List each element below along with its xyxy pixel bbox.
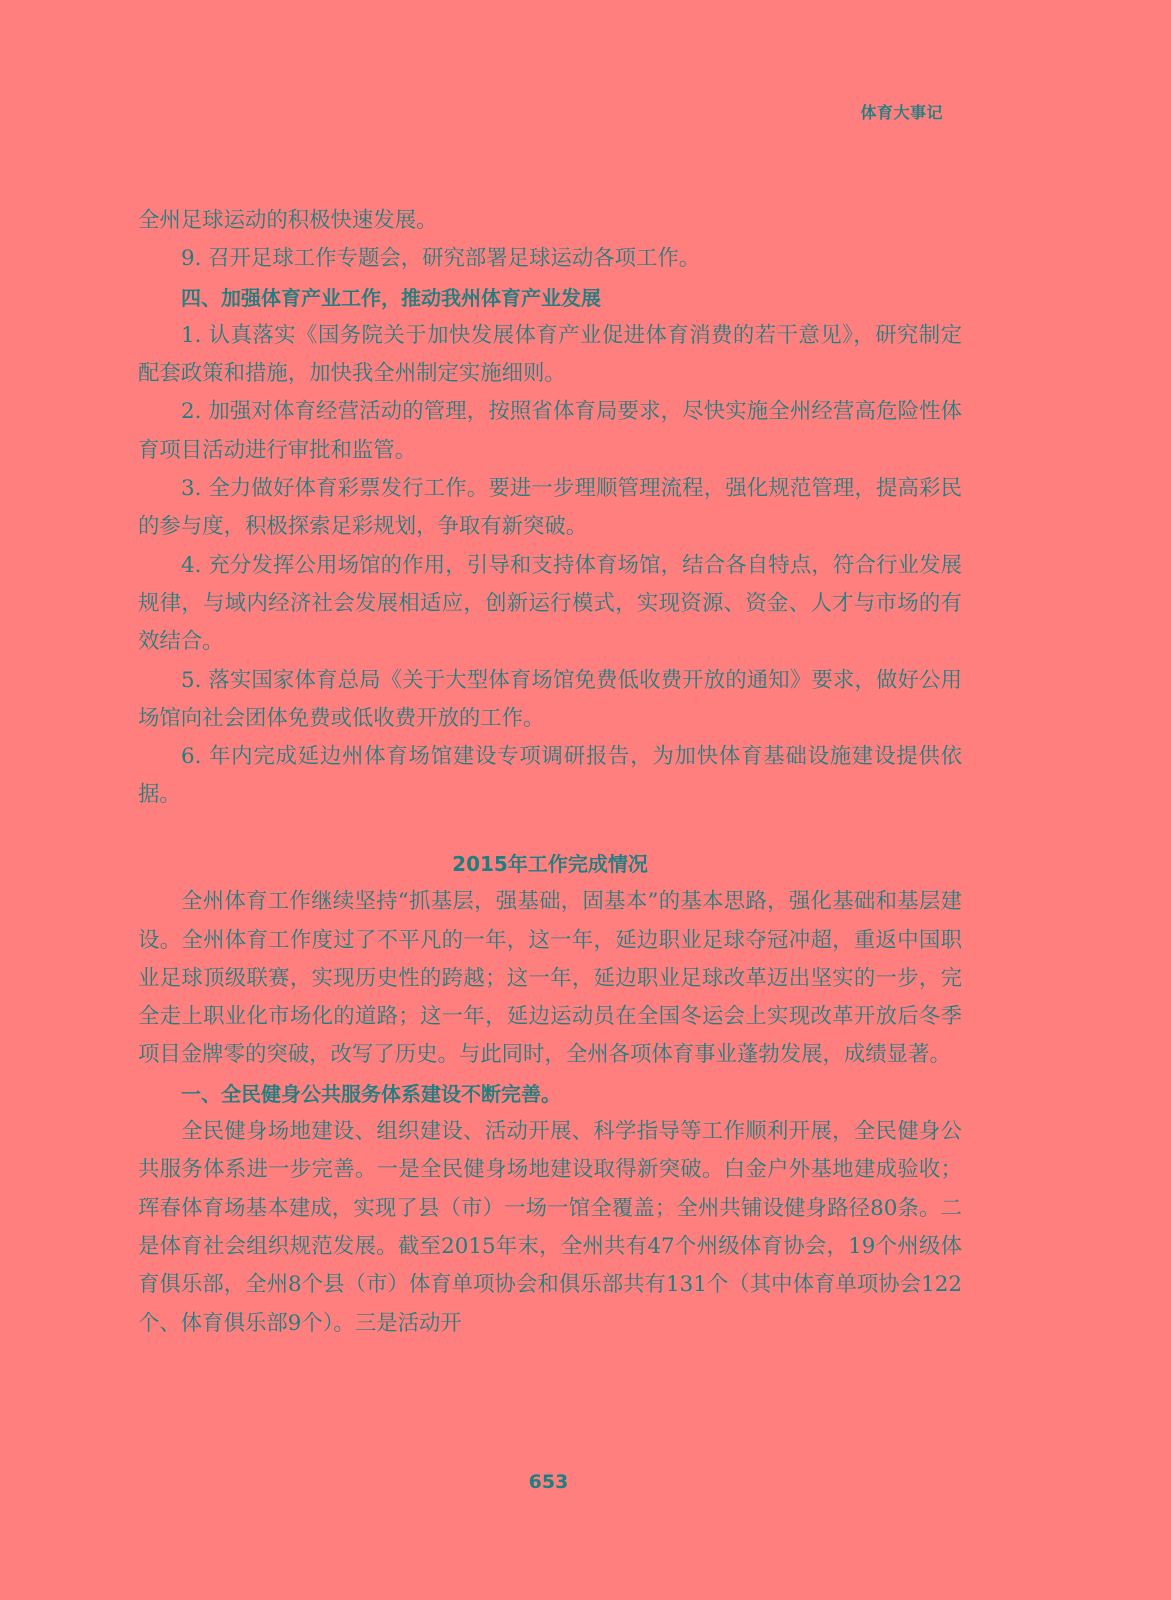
text-block-bottom (138, 845, 962, 1343)
list-item: 6. 年内完成延边州体育场馆建设专项调研报告，为加快体育基础设施建设提供依据。 (138, 744, 962, 808)
running-header: 体育大事记 (860, 103, 943, 122)
section-heading: 四、加强体育产业工作，推动我州体育产业发展 (181, 285, 601, 310)
list-item: 2. 加强对体育经营活动的管理，按照省体育局要求，尽快实施全州经营高危险性体育项目活动进行审批和监管。 (138, 399, 962, 463)
page-number: 653 (528, 1471, 569, 1493)
list-item: 1. 认真落实《国务院关于加快发展体育产业促进体育消费的若干意见》，研究制定配套政策和措施，加快我全州制定实施细则。 (138, 322, 962, 387)
paragraph: 全州体育工作继续坚持“抓基层，强基础，固基本”的基本思路，强化基础和基层建设。全州体育工作度过了不平凡的一年，这一年，延边职业足球夺冠冲超，重返中国职业足球顶级联赛，实现历史性的跨越；这一年，延边职业足球改革迈出坚实的一步，完全走上职业化市场化的道路；这一年，延边运动员在全国冬运会上实现改革开放后冬季项目金牌零的突破，改写了历史。与此同时，全州各项体育事业蓬勃发展，成绩显著。 (138, 889, 962, 1068)
paragraph: 9. 召开足球工作专题会，研究部署足球运动各项工作。 (181, 246, 701, 272)
section-title: 2015年工作完成情况 (452, 852, 648, 876)
list-item: 4. 充分发挥公用场馆的作用，引导和支持体育场馆，结合各自特点，符合行业发展规律，与域内经济社会发展相适应，创新运行模式，实现资源、资金、人才与市场的有效结合。 (138, 552, 962, 655)
text-block-top (138, 202, 962, 815)
paragraph: 全民健身场地建设、组织建设、活动开展、科学指导等工作顺利开展，全民健身公共服务体系进一步完善。一是全民健身场地建设取得新突破。白金户外基地建成验收；珲春体育场基本建成，实现了县（市）一场一馆全覆盖；全州共铺设健身路径80条。二是体育社会组织规范发展。截至2015年末，全州共有47个州级体育协会，19个州级体育俱乐部，全州8个县（市）体育单项协会和俱乐部共有131个（其中体育单项协会122个、体育俱乐部9个）。三是活动开 (138, 1119, 962, 1336)
list-item: 5. 落实国家体育总局《关于大型体育场馆免费低收费开放的通知》要求，做好公用场馆向社会团体免费或低收费开放的工作。 (138, 667, 962, 731)
section-heading: 一、全民健身公共服务体系建设不断完善。 (181, 1081, 561, 1106)
paragraph: 全州足球运动的积极快速发展。 (138, 208, 438, 233)
list-item: 3. 全力做好体育彩票发行工作。要进一步理顺管理流程，强化规范管理，提高彩民的参与度，积极探索足彩规划，争取有新突破。 (138, 476, 962, 540)
